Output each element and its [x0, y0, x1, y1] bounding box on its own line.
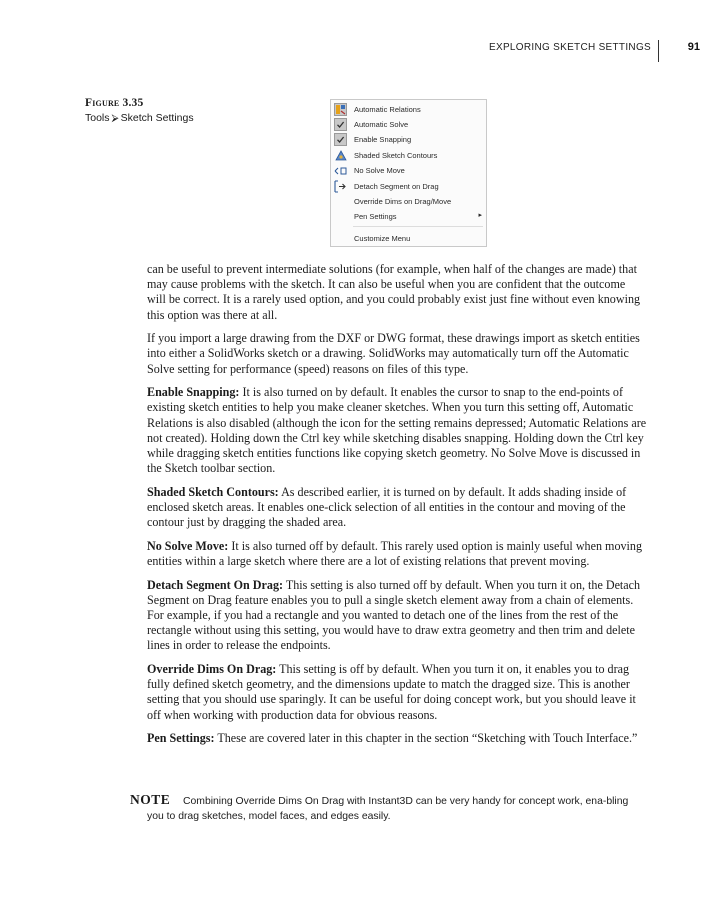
- running-head: [0, 40, 717, 64]
- menu-item-label: No Solve Move: [354, 166, 405, 175]
- submenu-arrow-icon: ▸: [478, 212, 482, 219]
- menu-item-label: Enable Snapping: [354, 135, 412, 144]
- path-arrow-icon: ⮚: [111, 113, 119, 124]
- checkmark-icon: [334, 133, 347, 146]
- menu-item-label: Customize Menu: [354, 234, 411, 243]
- menu-item-automatic-solve[interactable]: [331, 117, 486, 132]
- paragraph: If you import a large drawing from the DXF or DWG format, these drawings import as sketch entities into either a SolidWorks sketch or a drawing. SolidWorks may automatically turn off the Automatic Solve setting for performance (speed) reasons on files of this type.: [147, 331, 640, 376]
- menu-item-override-dims-on-drag[interactable]: [331, 194, 486, 209]
- menu-path-tools: Tools: [85, 112, 110, 124]
- paragraph: can be useful to prevent intermediate solutions (for example, when half of the changes are made) that may cause problems with the sketch. It can also be useful when you are confident that the outcome will be correct. It is a rarely used option, and you could probably exist just fine without even knowing this option was there at all.: [147, 262, 641, 322]
- menu-item-label: Detach Segment on Drag: [354, 182, 439, 191]
- term: Enable Snapping:: [147, 385, 240, 400]
- term: Override Dims On Drag:: [147, 662, 277, 677]
- note-label: NOTE: [130, 792, 171, 807]
- term: Detach Segment On Drag:: [147, 577, 284, 592]
- sketch-settings-menu: [330, 99, 487, 247]
- checkmark-icon: [334, 118, 347, 131]
- note-text: Combining Override Dims On Drag with Instant3D can be very handy for concept work, ena-bling you to drag sketches, model faces, and edges easily.: [147, 796, 629, 822]
- detach-segment-icon: [334, 180, 347, 193]
- page-number: 91: [687, 41, 700, 53]
- shaded-contour-icon: [334, 149, 347, 162]
- paragraph: Override Dims On Drag: This setting is off by default. When you turn it on, it enables you to drag fully defined sketch geometry, and the dimensions update to match the dragged size. This is another setting that you should use sparingly. It can be useful for doing concept work, but you should leave it off when working with production data for obvious reasons.: [147, 662, 636, 722]
- menu-item-no-solve-move[interactable]: [331, 163, 486, 178]
- menu-item-label: Shaded Sketch Contours: [354, 151, 438, 160]
- automatic-relations-icon: [334, 103, 347, 116]
- menu-item-pen-settings[interactable]: [331, 209, 486, 224]
- menu-item-label: Automatic Solve: [354, 120, 409, 129]
- no-solve-move-icon: [334, 164, 347, 177]
- figure-label: Figure 3.35: [85, 97, 144, 109]
- paragraph: Detach Segment On Drag: This setting is also turned off by default. When you turn it on, the Detach Segment on Drag feature enables you to pull a single sketch element away from a chain of elements. For example, if you had a rectangle and you wanted to detach one of the lines from the rest of the rectangle without using this setting, you would have to draw extra geometry and then trim and delete lines in order to release the endpoints.: [147, 577, 641, 653]
- menu-item-label: Override Dims on Drag/Move: [354, 197, 452, 206]
- menu-item-enable-snapping[interactable]: [331, 132, 486, 147]
- figure-menu-path: [85, 112, 194, 124]
- menu-item-label: Automatic Relations: [354, 105, 421, 114]
- menu-separator: [353, 226, 483, 227]
- menu-item-automatic-relations[interactable]: [331, 102, 486, 117]
- term: No Solve Move:: [147, 538, 229, 553]
- menu-path-sketch-settings: Sketch Settings: [120, 112, 194, 124]
- menu-item-shaded-sketch-contours[interactable]: [331, 148, 486, 163]
- paragraph: No Solve Move: It is also turned off by default. This rarely used option is mainly useful when moving entities within a large sketch where there are a lot of existing relations that prevent moving.: [147, 538, 642, 569]
- term: Pen Settings:: [147, 731, 215, 746]
- menu-item-label: Pen Settings: [354, 212, 397, 221]
- menu-item-customize-menu[interactable]: [331, 231, 486, 246]
- body-text: [147, 262, 647, 755]
- paragraph: Shaded Sketch Contours: As described earlier, it is turned on by default. It adds shading inside of enclosed sketch areas. It enables one-click selection of all entities in the contour and moving of the contour just by dragging the shaded area.: [147, 484, 627, 530]
- figure-caption: [85, 97, 194, 124]
- paragraph: Pen Settings: These are covered later in this chapter in the section “Sketching with Touch Interface.”: [147, 731, 638, 746]
- term: Shaded Sketch Contours:: [147, 484, 279, 499]
- section-title: EXPLORING SKETCH SETTINGS: [489, 42, 651, 53]
- header-divider: [658, 40, 659, 62]
- menu-item-detach-segment-on-drag[interactable]: [331, 179, 486, 194]
- paragraph: Enable Snapping: It is also turned on by default. It enables the cursor to snap to the end-points of existing sketch entities to help you make cleaner sketches. When you turn this setting off, Automatic Relations is also disabled (although the icon for the setting remains depressed; Automatic Relations are not created). Holding down the Ctrl key while sketching disables snapping. Holding down the Ctrl key while dragging sketch entities functions like copying sketch geometry. No Solve Move is discussed in the Sketch toolbar section.: [147, 385, 647, 476]
